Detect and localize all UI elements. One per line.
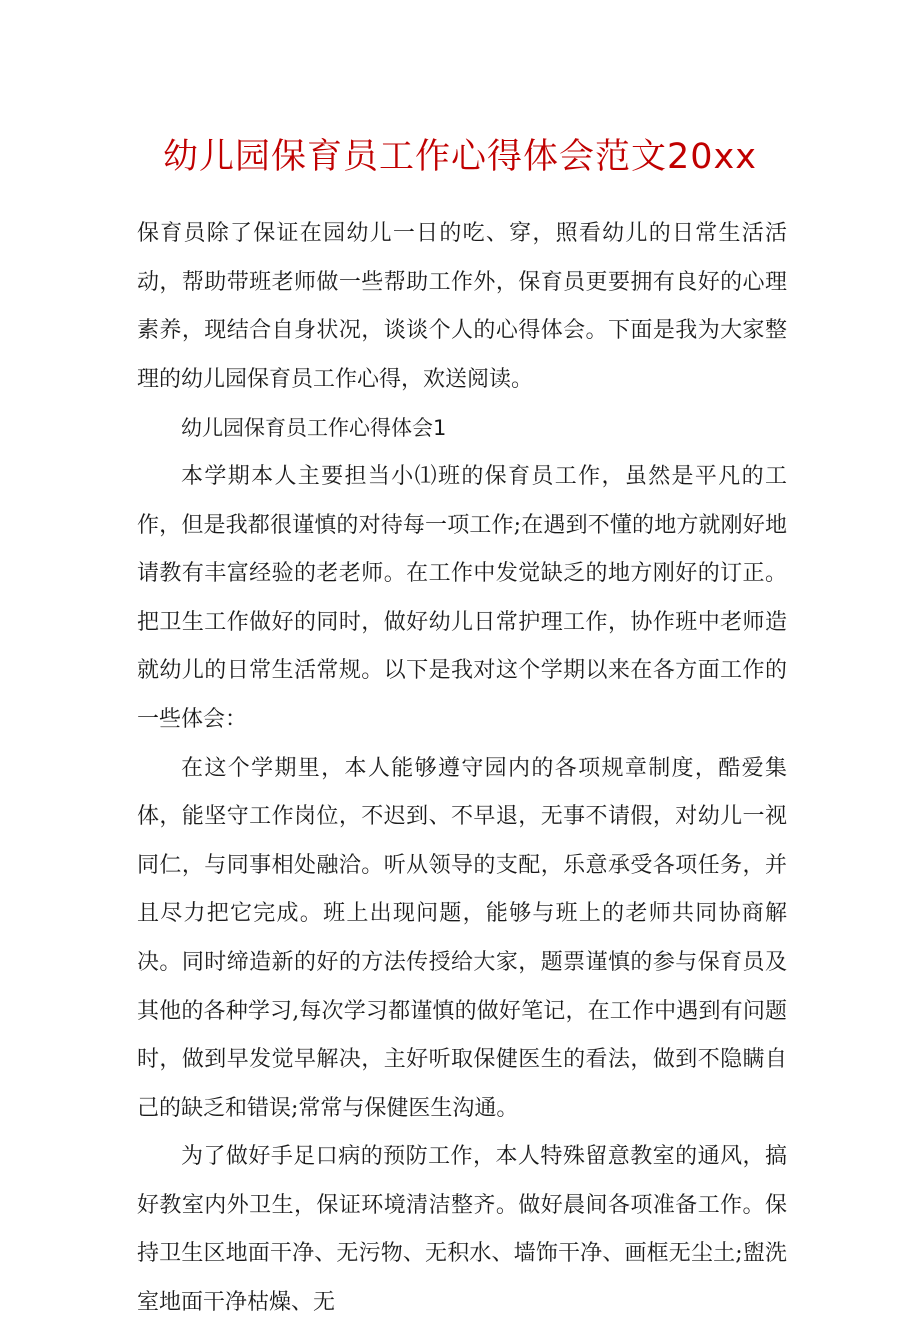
body-paragraph-3: 为了做好手足口病的预防工作，本人特殊留意教室的通风，搞好教室内外卫生，保证环境清洁整齐。做好晨间各项准备工作。保持卫生区地面干净、无污物、无积水、墙饰干净、画框无尘土;盥洗室地面干净枯燥、无 bbox=[137, 1144, 787, 1316]
section-heading: 幼儿园保育员工作心得体会1 bbox=[181, 416, 447, 441]
body-paragraph-2: 在这个学期里，本人能够遵守园内的各项规章制度，酷爱集体，能坚守工作岗位，不迟到、不早退，无事不请假，对幼儿一视同仁，与同事相处融洽。听从领导的支配，乐意承受各项任务，并且尽力把它完成。班上出现问题，能够与班上的老师共同协商解决。同时缔造新的好的方法传授给大家，题票谨慎的参与保育员及其他的各种学习,每次学习都谨慎的做好笔记，在工作中遇到有问题时，做到早发觉早解决，主好听取保健医生的看法，做到不隐瞒自己的缺乏和错误;常常与保健医生沟通。 bbox=[137, 755, 787, 1121]
document-title: 幼儿园保育员工作心得体会范文20xx bbox=[163, 137, 757, 177]
document-body bbox=[137, 210, 787, 1328]
intro-paragraph: 保育员除了保证在园幼儿一日的吃、穿，照看幼儿的日常生活活动，帮助带班老师做一些帮助工作外，保育员更要拥有良好的心理素养，现结合自身状况，谈谈个人的心得体会。下面是我为大家整理的幼儿园保育员工作心得，欢送阅读。 bbox=[137, 221, 787, 392]
body-paragraph-1: 本学期本人主要担当小⑴班的保育员工作，虽然是平凡的工作，但是我都很谨慎的对待每一项工作;在遇到不懂的地方就刚好地请教有丰富经验的老老师。在工作中发觉缺乏的地方刚好的订正。把卫生工作做好的同时，做好幼儿日常护理工作，协作班中老师造就幼儿的日常生活常规。以下是我对这个学期以来在各方面工作的一些体会： bbox=[137, 463, 787, 732]
